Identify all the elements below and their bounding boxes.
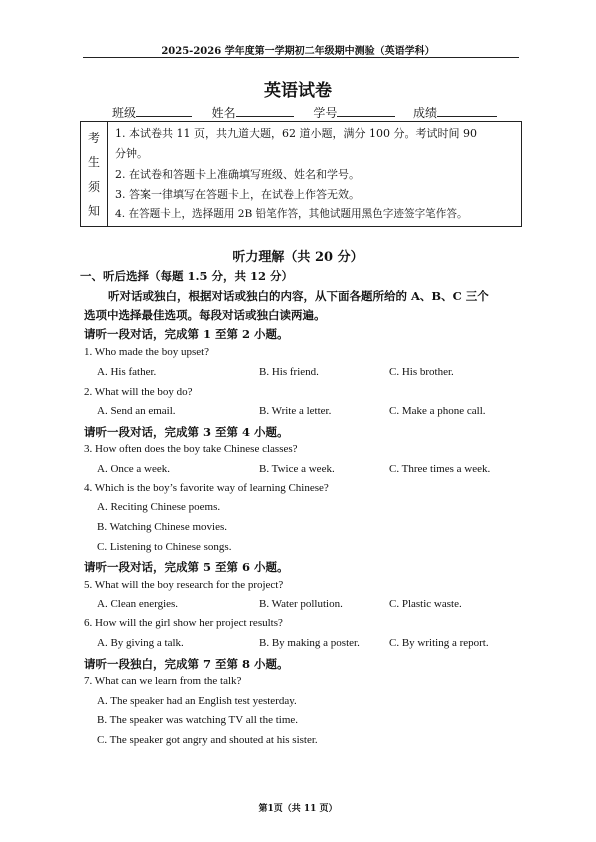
student-info-fields <box>112 104 497 121</box>
option-a: A. Send an email. <box>97 405 176 417</box>
option-a: A. By giving a talk. <box>97 637 184 649</box>
name-label: 姓名 <box>211 106 236 120</box>
page-footer: 第1页（共 11 页） <box>258 804 338 814</box>
dialog-instruction: 请听一段独白，完成第 7 至第 8 小题。 <box>84 657 289 671</box>
header-rule <box>83 57 519 58</box>
dialog-instruction: 请听一段对话，完成第 3 至第 4 小题。 <box>84 425 289 439</box>
notice-line: 1. 本试卷共 11 页，共九道大题，62 道小题，满分 100 分。考试时间 90 <box>115 127 477 140</box>
option-b: B. Watching Chinese movies. <box>97 521 227 533</box>
page-title: 英语试卷 <box>264 81 332 101</box>
option-a: A. His father. <box>97 366 157 378</box>
notice-line: 2. 在试卷和答题卡上准确填写班级、姓名和学号。 <box>115 168 360 181</box>
option-b: B. Write a letter. <box>259 405 332 417</box>
option-a: A. Reciting Chinese poems. <box>97 501 221 513</box>
option-a: A. Once a week. <box>97 463 170 475</box>
question-text: 4. Which is the boy’s favorite way of learning Chinese? <box>84 482 329 494</box>
dialog-instruction: 请听一段对话，完成第 5 至第 6 小题。 <box>84 560 289 574</box>
option-a: A. Clean energies. <box>97 598 179 610</box>
name-blank[interactable] <box>236 104 294 117</box>
notice-label-char: 知 <box>87 203 100 218</box>
part1-instruction: 听对话或独白，根据对话或独白的内容，从下面各题所给的 A、B、C 三个 <box>108 289 489 303</box>
number-blank[interactable] <box>337 104 395 117</box>
option-b: B. Twice a week. <box>259 463 335 475</box>
section-title: 听力理解（共 20 分） <box>232 250 364 265</box>
option-c: C. Plastic waste. <box>389 598 462 610</box>
score-blank[interactable] <box>437 104 497 117</box>
option-b: B. The speaker was watching TV all the time. <box>97 714 299 726</box>
question-text: 2. What will the boy do? <box>84 386 193 398</box>
notice-line: 分钟。 <box>115 147 148 160</box>
notice-label-char: 须 <box>87 179 100 194</box>
notice-label-char: 考 <box>87 131 100 146</box>
option-c: C. His brother. <box>389 366 454 378</box>
part1-instruction: 选项中选择最佳选项。每段对话或独白读两遍。 <box>84 308 326 322</box>
question-text: 6. How will the girl show her project results? <box>84 617 283 629</box>
class-blank[interactable] <box>136 104 192 117</box>
part1-heading: 一、听后选择（每题 1.5 分，共 12 分） <box>80 269 294 283</box>
notice-line: 3. 答案一律填写在答题卡上，在试卷上作答无效。 <box>115 188 360 201</box>
question-text: 3. How often does the boy take Chinese classes? <box>84 443 298 455</box>
option-a: A. The speaker had an English test yesterday. <box>97 695 297 707</box>
option-c: C. Listening to Chinese songs. <box>97 541 232 553</box>
option-c: C. Three times a week. <box>389 463 491 475</box>
question-text: 1. Who made the boy upset? <box>84 346 210 358</box>
question-text: 7. What can we learn from the talk? <box>84 675 242 687</box>
option-b: B. His friend. <box>259 366 319 378</box>
option-b: B. Water pollution. <box>259 598 343 610</box>
class-label: 班级 <box>112 106 137 120</box>
question-text: 5. What will the boy research for the project? <box>84 579 284 591</box>
number-label: 学号 <box>313 106 338 120</box>
option-c: C. Make a phone call. <box>389 405 486 417</box>
notice-line: 4. 在答题卡上，选择题用 2B 铅笔作答，其他试题用黑色字迹签字笔作答。 <box>115 208 468 220</box>
notice-label <box>81 122 108 226</box>
exam-notice-box <box>80 121 522 227</box>
notice-label-char: 生 <box>87 155 100 170</box>
page-header: 2025-2026 学年度第一学期初二年级期中测验（英语学科） <box>161 46 435 57</box>
dialog-instruction: 请听一段对话，完成第 1 至第 2 小题。 <box>84 327 289 341</box>
score-label: 成绩 <box>413 106 438 120</box>
option-c: C. By writing a report. <box>389 637 489 649</box>
option-b: B. By making a poster. <box>259 637 360 649</box>
option-c: C. The speaker got angry and shouted at his sister. <box>97 734 318 746</box>
